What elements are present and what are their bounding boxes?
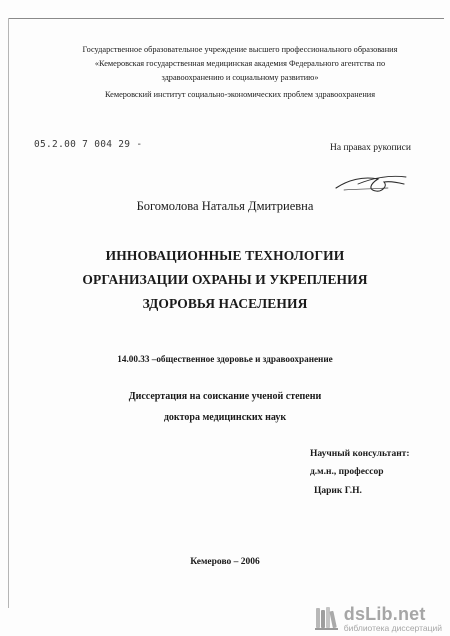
watermark-subtitle: библиотека диссертаций (343, 622, 442, 633)
institution-line-1: Государственное образовательное учреждение высшего профессионального образования (82, 45, 398, 54)
title-line-2: ОРГАНИЗАЦИИ ОХРАНЫ И УКРЕПЛЕНИЯ (82, 272, 368, 287)
rights-notice: На правах рукописи (330, 143, 411, 153)
dslib-logo-icon (314, 605, 340, 631)
signature-icon (318, 160, 428, 200)
title-line-1: ИННОВАЦИОННЫЕ ТЕХНОЛОГИИ (105, 248, 345, 263)
scan-edge-top (8, 18, 444, 19)
degree-line-1: Диссертация на соискание ученой степени (128, 391, 322, 402)
institution-line-2: «Кемеровская государственная медицинская академия Федерального агентства по (94, 59, 386, 68)
degree-line-2: доктора медицинских наук (163, 412, 287, 423)
dslib-watermark (314, 605, 442, 633)
watermark-brand: dsLib.net (343, 603, 426, 624)
city-year: Кемерово – 2006 (190, 557, 260, 567)
registration-stamp: 05.2.00 7 004 29 - (34, 139, 143, 150)
consultant-degree: д.м.н., профессор (310, 467, 384, 477)
scan-edge-left (8, 18, 9, 608)
consultant-label: Научный консультант: (310, 449, 410, 459)
institute-name: Кемеровский институт социально-экономических проблем здравоохранения (104, 90, 376, 99)
institution-line-3: здравоохранению и социальному развитию» (161, 73, 319, 82)
consultant-name: Царик Г.Н. (314, 486, 362, 496)
title-line-3: ЗДОРОВЬЯ НАСЕЛЕНИЯ (142, 296, 308, 311)
specialty-code: 14.00.33 –общественное здоровье и здравоохранение (117, 354, 333, 364)
author-name: Богомолова Наталья Дмитриевна (136, 199, 314, 213)
